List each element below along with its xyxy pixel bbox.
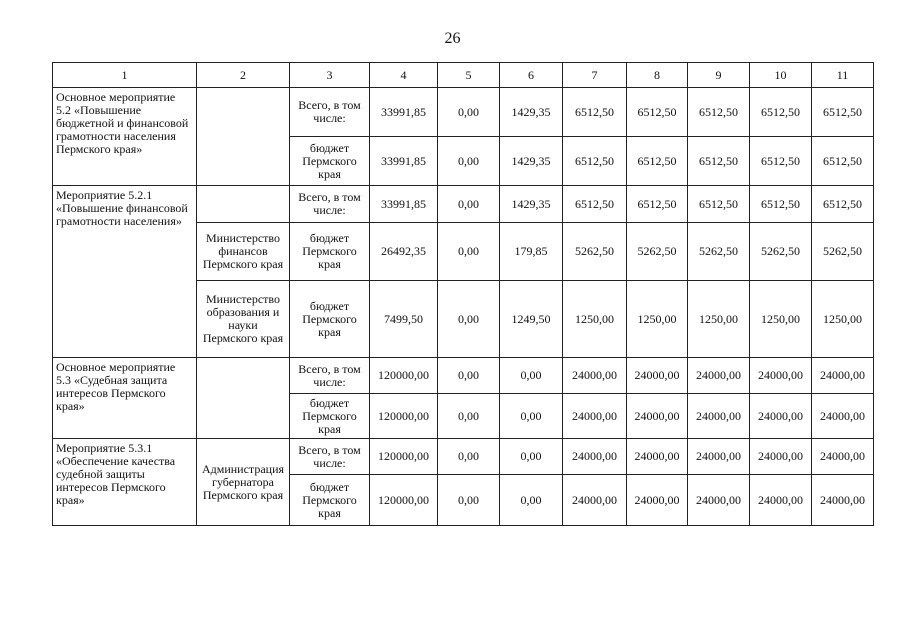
value-cell: 120000,00	[370, 439, 438, 475]
value-cell: 6512,50	[563, 88, 627, 137]
value-cell: 24000,00	[627, 475, 688, 526]
value-cell: 1250,00	[627, 281, 688, 358]
value-cell: 6512,50	[750, 88, 812, 137]
value-cell: 0,00	[500, 394, 563, 439]
executor-cell	[197, 358, 290, 439]
funding-source: Всего, в том числе:	[290, 88, 370, 137]
funding-source: Всего, в том числе:	[290, 439, 370, 475]
value-cell: 6512,50	[563, 137, 627, 186]
header-cell: 5	[438, 63, 500, 88]
value-cell: 6512,50	[627, 186, 688, 223]
value-cell: 1250,00	[688, 281, 750, 358]
header-cell: 8	[627, 63, 688, 88]
value-cell: 1429,35	[500, 186, 563, 223]
value-cell: 6512,50	[563, 186, 627, 223]
funding-source: бюджет Пермского края	[290, 394, 370, 439]
value-cell: 6512,50	[627, 137, 688, 186]
value-cell: 5262,50	[750, 223, 812, 281]
value-cell: 24000,00	[812, 358, 874, 394]
value-cell: 7499,50	[370, 281, 438, 358]
executor-cell	[197, 186, 290, 223]
value-cell: 120000,00	[370, 475, 438, 526]
funding-source: Всего, в том числе:	[290, 358, 370, 394]
funding-source: бюджет Пермского края	[290, 137, 370, 186]
value-cell: 24000,00	[750, 358, 812, 394]
value-cell: 24000,00	[688, 439, 750, 475]
value-cell: 6512,50	[688, 186, 750, 223]
value-cell: 1429,35	[500, 88, 563, 137]
value-cell: 24000,00	[750, 439, 812, 475]
header-cell: 7	[563, 63, 627, 88]
value-cell: 24000,00	[812, 475, 874, 526]
value-cell: 24000,00	[627, 358, 688, 394]
header-cell: 9	[688, 63, 750, 88]
table-row	[53, 186, 874, 223]
value-cell: 0,00	[438, 358, 500, 394]
value-cell: 0,00	[500, 358, 563, 394]
value-cell: 6512,50	[688, 137, 750, 186]
header-cell: 10	[750, 63, 812, 88]
value-cell: 33991,85	[370, 137, 438, 186]
value-cell: 6512,50	[627, 88, 688, 137]
value-cell: 1249,50	[500, 281, 563, 358]
value-cell: 5262,50	[627, 223, 688, 281]
measure-name: Основное мероприятие 5.2 «Повышение бюджетной и финансовой грамотности населения Пермского края»	[53, 88, 197, 186]
value-cell: 24000,00	[812, 394, 874, 439]
measure-name: Мероприятие 5.3.1 «Обеспечение качества судебной защиты интересов Пермского края»	[53, 439, 197, 526]
value-cell: 6512,50	[750, 186, 812, 223]
table-row	[53, 358, 874, 394]
funding-source: бюджет Пермского края	[290, 475, 370, 526]
value-cell: 0,00	[500, 439, 563, 475]
value-cell: 5262,50	[688, 223, 750, 281]
value-cell: 0,00	[438, 475, 500, 526]
budget-table	[52, 62, 874, 526]
value-cell: 24000,00	[627, 394, 688, 439]
value-cell: 33991,85	[370, 88, 438, 137]
value-cell: 6512,50	[688, 88, 750, 137]
header-cell: 2	[197, 63, 290, 88]
value-cell: 1250,00	[812, 281, 874, 358]
value-cell: 1250,00	[563, 281, 627, 358]
value-cell: 24000,00	[563, 475, 627, 526]
value-cell: 0,00	[438, 439, 500, 475]
table-row	[53, 88, 874, 137]
value-cell: 0,00	[438, 186, 500, 223]
value-cell: 26492,35	[370, 223, 438, 281]
value-cell: 5262,50	[563, 223, 627, 281]
header-cell: 3	[290, 63, 370, 88]
executor-cell: Министерство финансов Пермского края	[197, 223, 290, 281]
value-cell: 24000,00	[750, 475, 812, 526]
value-cell: 6512,50	[812, 137, 874, 186]
value-cell: 1429,35	[500, 137, 563, 186]
value-cell: 0,00	[438, 281, 500, 358]
measure-name: Мероприятие 5.2.1 «Повышение финансовой грамотности населения»	[53, 186, 197, 358]
header-cell: 6	[500, 63, 563, 88]
funding-source: Всего, в том числе:	[290, 186, 370, 223]
header-cell: 4	[370, 63, 438, 88]
executor-cell	[197, 88, 290, 186]
measure-name: Основное мероприятие 5.3 «Судебная защита интересов Пермского края»	[53, 358, 197, 439]
value-cell: 6512,50	[812, 88, 874, 137]
value-cell: 24000,00	[563, 358, 627, 394]
value-cell: 24000,00	[563, 439, 627, 475]
value-cell: 120000,00	[370, 358, 438, 394]
funding-source: бюджет Пермского края	[290, 281, 370, 358]
page-number: 26	[444, 30, 461, 47]
value-cell: 0,00	[438, 137, 500, 186]
value-cell: 24000,00	[563, 394, 627, 439]
value-cell: 0,00	[438, 394, 500, 439]
value-cell: 1250,00	[750, 281, 812, 358]
header-cell: 1	[53, 63, 197, 88]
value-cell: 24000,00	[688, 358, 750, 394]
value-cell: 24000,00	[812, 439, 874, 475]
value-cell: 24000,00	[688, 475, 750, 526]
value-cell: 5262,50	[812, 223, 874, 281]
header-cell: 11	[812, 63, 874, 88]
header-row	[53, 63, 874, 88]
funding-source: бюджет Пермского края	[290, 223, 370, 281]
value-cell: 120000,00	[370, 394, 438, 439]
executor-cell: Министерство образования и науки Пермского края	[197, 281, 290, 358]
value-cell: 24000,00	[750, 394, 812, 439]
value-cell: 0,00	[438, 223, 500, 281]
executor-cell: Администрация губернатора Пермского края	[197, 439, 290, 526]
value-cell: 0,00	[438, 88, 500, 137]
value-cell: 24000,00	[688, 394, 750, 439]
value-cell: 6512,50	[812, 186, 874, 223]
value-cell: 0,00	[500, 475, 563, 526]
table-row	[53, 439, 874, 475]
value-cell: 24000,00	[627, 439, 688, 475]
value-cell: 6512,50	[750, 137, 812, 186]
value-cell: 33991,85	[370, 186, 438, 223]
value-cell: 179,85	[500, 223, 563, 281]
